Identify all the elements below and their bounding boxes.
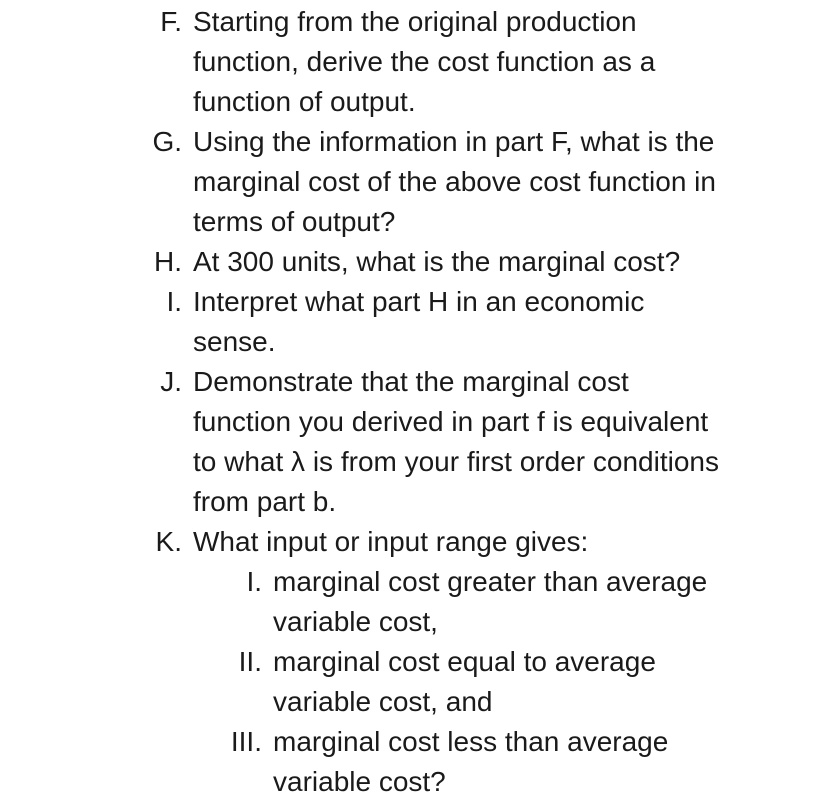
question-marker: F. [160, 6, 182, 37]
question-marker: G. [152, 126, 182, 157]
question-marker: J. [160, 366, 182, 397]
question-text: Using the information in part F, what is the marginal cost of the above cost function in terms of output? [193, 126, 716, 237]
question-marker: H. [154, 246, 182, 277]
question-text: At 300 units, what is the marginal cost? [193, 246, 681, 277]
subitem-marker: I. [246, 566, 262, 597]
question-text: Demonstrate that the marginal cost function you derived in part f is equivalent to what λ is from your first order conditions from part b. [193, 366, 719, 517]
question-text: What input or input range gives: [193, 526, 589, 557]
subitem-marker: II. [238, 646, 262, 677]
question-text: Interpret what part H in an economic sense. [193, 286, 645, 357]
subitem-marker: III. [230, 726, 262, 757]
subitem-text: marginal cost equal to average variable cost, and [273, 646, 656, 717]
question-marker: I. [166, 286, 182, 317]
subitem-text: marginal cost greater than average variable cost, [273, 566, 708, 637]
question-marker: K. [155, 526, 182, 557]
subitem-text: marginal cost less than average variable cost? [273, 726, 669, 797]
question-text: Starting from the original production function, derive the cost function as a function of output. [193, 6, 656, 117]
